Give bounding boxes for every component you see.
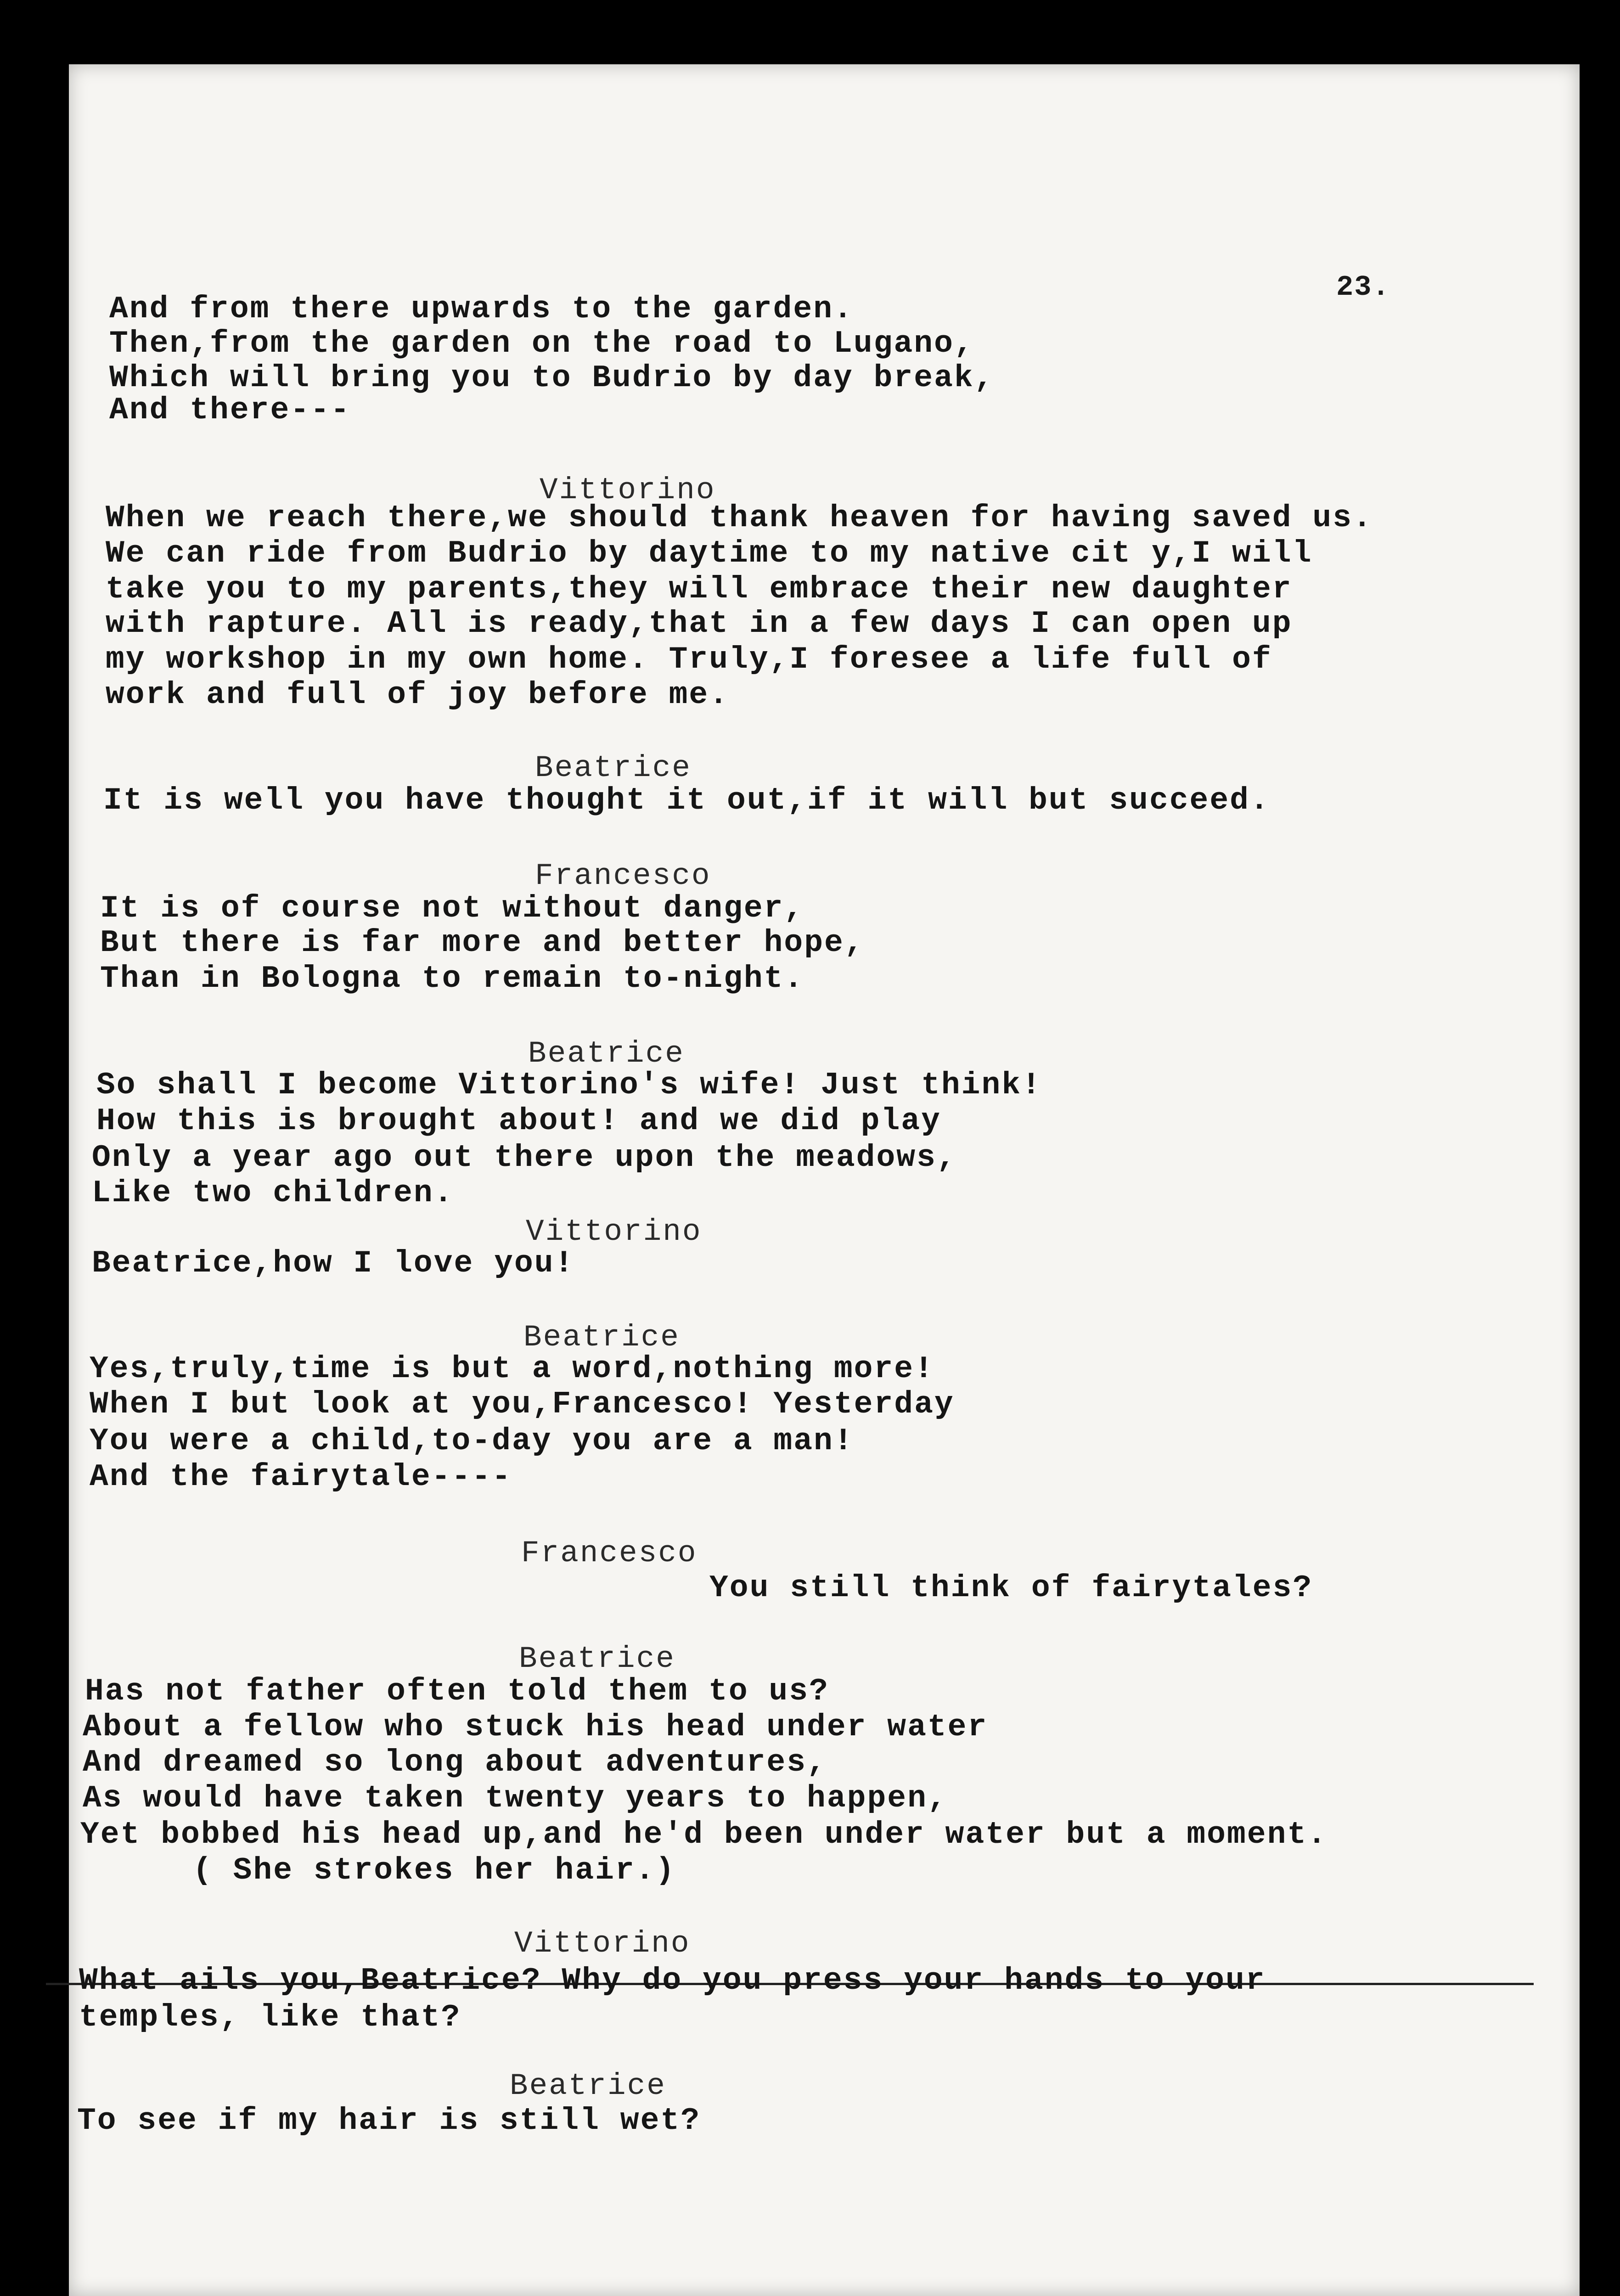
script-line: temples, like that? <box>79 2000 461 2035</box>
speaker-name: Vittorino <box>514 1926 691 1961</box>
script-line: How this is brought about! and we did play <box>96 1103 941 1139</box>
speaker-name: Francesco <box>521 1536 698 1570</box>
script-line: We can ride from Budrio by daytime to my native cit y,I will <box>106 536 1313 571</box>
stage-direction: ( She strokes her hair.) <box>193 1853 676 1888</box>
script-line: work and full of joy before me. <box>106 677 730 713</box>
page-number: 23. <box>1336 271 1390 304</box>
speaker-name: Vittorino <box>526 1215 702 1249</box>
script-line: And dreamed so long about adventures, <box>83 1745 827 1780</box>
script-line: And there--- <box>109 393 351 428</box>
script-line: my workshop in my own home. Truly,I foresee a life full of <box>106 642 1272 677</box>
speaker-name: Beatrice <box>523 1320 680 1355</box>
script-line: And the fairytale---- <box>90 1459 512 1495</box>
script-line: And from there upwards to the garden. <box>109 292 854 327</box>
script-line: Like two children. <box>92 1176 454 1211</box>
script-line: You still think of fairytales? <box>709 1570 1313 1606</box>
script-line: As would have taken twenty years to happen, <box>83 1781 948 1816</box>
speaker-name: Beatrice <box>528 1036 685 1071</box>
script-line: What ails you,Beatrice? Why do you press your hands to your <box>79 1963 1266 1998</box>
script-line: But there is far more and better hope, <box>100 925 865 961</box>
script-line: Only a year ago out there upon the meadows, <box>92 1140 957 1176</box>
speaker-name: Beatrice <box>535 751 692 785</box>
script-line: with rapture. All is ready,that in a few days I can open up <box>106 606 1293 642</box>
speaker-name: Vittorino <box>540 473 716 507</box>
script-line: Yes,truly,time is but a word,nothing more! <box>90 1351 934 1387</box>
script-line: Than in Bologna to remain to-night. <box>100 961 804 996</box>
script-line: take you to my parents,they will embrace their new daughter <box>106 572 1293 607</box>
script-line: Which will bring you to Budrio by day break, <box>109 360 995 396</box>
script-line: When I but look at you,Francesco! Yesterday <box>90 1387 955 1422</box>
script-line: When we reach there,we should thank heaven for having saved us. <box>106 501 1373 536</box>
script-line: To see if my hair is still wet? <box>77 2103 701 2138</box>
script-line: About a fellow who stuck his head under water <box>83 1710 988 1745</box>
script-line: Yet bobbed his head up,and he'd been under water but a moment. <box>80 1817 1328 1852</box>
speaker-name: Beatrice <box>510 2069 666 2103</box>
script-line: So shall I become Vittorino's wife! Just think! <box>96 1068 1042 1103</box>
script-line: It is well you have thought it out,if it will but succeed. <box>103 783 1270 818</box>
script-line: You were a child,to-day you are a man! <box>90 1424 854 1459</box>
script-line: Then,from the garden on the road to Lugano, <box>109 326 974 361</box>
speaker-name: Francesco <box>535 859 711 893</box>
script-line: Has not father often told them to us? <box>85 1674 829 1709</box>
script-line: It is of course not without danger, <box>100 891 804 926</box>
script-line: Beatrice,how I love you! <box>92 1246 575 1281</box>
speaker-name: Beatrice <box>519 1642 675 1676</box>
